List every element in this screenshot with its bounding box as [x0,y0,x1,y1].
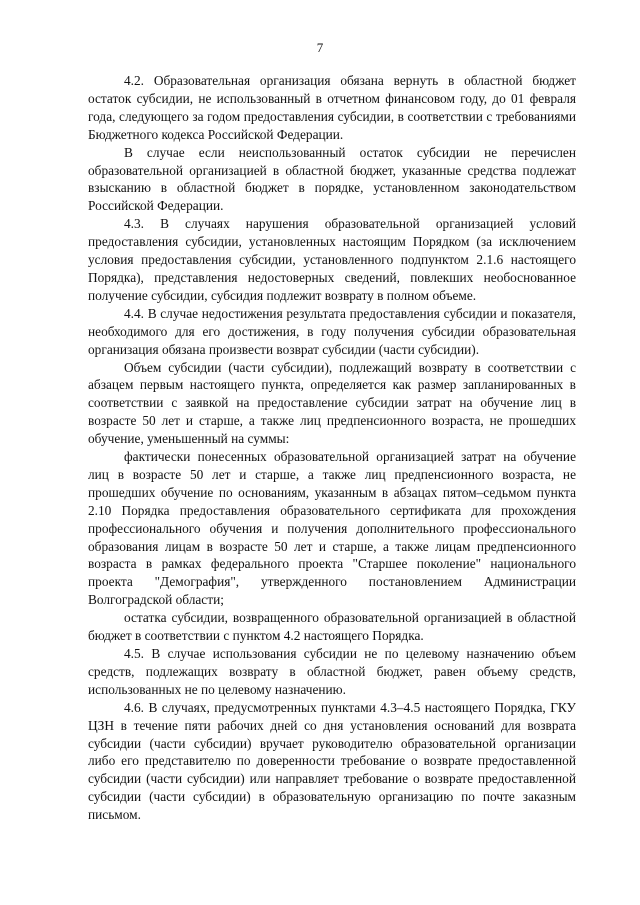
paragraph-4-4-returned-balance: остатка субсидии, возвращенного образовательной организацией в областной бюджет в соответствии с пунктом 4.2 настоящего Порядка. [88,610,576,644]
paragraph-4-4-refund-volume: Объем субсидии (части субсидии), подлежащий возврату в соответствии с абзацем первым настоящего пункта, определяется как размер запланированных в соответствии с заявкой на предоставление субсидии затрат на обучение лиц в возрасте 50 лет и старше, а также лиц предпенсионного возраста, не прошедших обучение, уменьшенный на суммы: [88,359,576,447]
paragraph-4-3: 4.3. В случаях нарушения образовательной организацией условий предоставления субсидии, установленных настоящим Порядком (за исключением условия предоставления субсидии, установленного подпунктом 2.1.6 настоящего Порядка), представления недостоверных сведений, повлекших необоснованное получение субсидии, субсидия подлежит возврату в полном объеме. [88,216,576,303]
paragraph-4-4: 4.4. В случае недостижения результата предоставления субсидии и показателя, необходимого для его достижения, в году получения субсидии образовательная организация обязана произвести возврат субсидии (части субсидии). [88,305,576,357]
paragraph-4-2-unspent-balance: В случае если неиспользованный остаток субсидии не перечислен образовательной организацией в областной бюджет, указанные средства подлежат взысканию в областной бюджет в порядке, установленном законодательством Российской Федерации. [88,144,576,214]
paragraph-4-4-actual-costs: фактически понесенных образовательной организацией затрат на обучение лиц в возрасте 50 лет и старше, а также лиц предпенсионного возраста, не прошедших обучение по основаниям, указанным в абзацах пятом–седьмом пункта 2.10 Порядка предоставления образовательного сертификата для прохождения профессионального обучения и получения дополнительного профессионального образования лицам в возрасте 50 лет и старше, а также лицам предпенсионного возраста в рамках федерального проекта "Старшее поколение" национального проекта "Демография", утвержденного постановлением Администрации Волгоградской области; [88,449,576,608]
document-body [88,72,576,824]
paragraph-4-6: 4.6. В случаях, предусмотренных пунктами 4.3–4.5 настоящего Порядка, ГКУ ЦЗН в течение пяти рабочих дней со дня установления оснований для возврата субсидии (части субсидии) вручает руководителю образовательной организации либо его представителю по доверенности требование о возврате предоставленной субсидии (части субсидии) или направляет требование о возврате предоставленной субсидии (части субсидии) в образовательную организацию по почте заказным письмом. [88,699,576,823]
paragraph-4-2: 4.2. Образовательная организация обязана вернуть в областной бюджет остаток субсидии, не использованный в отчетном финансовом году, до 01 февраля года, следующего за годом предоставления субсидии, в соответствии с требованиями Бюджетного кодекса Российской Федерации. [88,73,576,142]
page-number: 7 [316,40,324,55]
paragraph-4-5: 4.5. В случае использования субсидии не по целевому назначению объем средств, подлежащих возврату в областной бюджет, равен объему средств, использованных не по целевому назначению. [88,646,576,697]
